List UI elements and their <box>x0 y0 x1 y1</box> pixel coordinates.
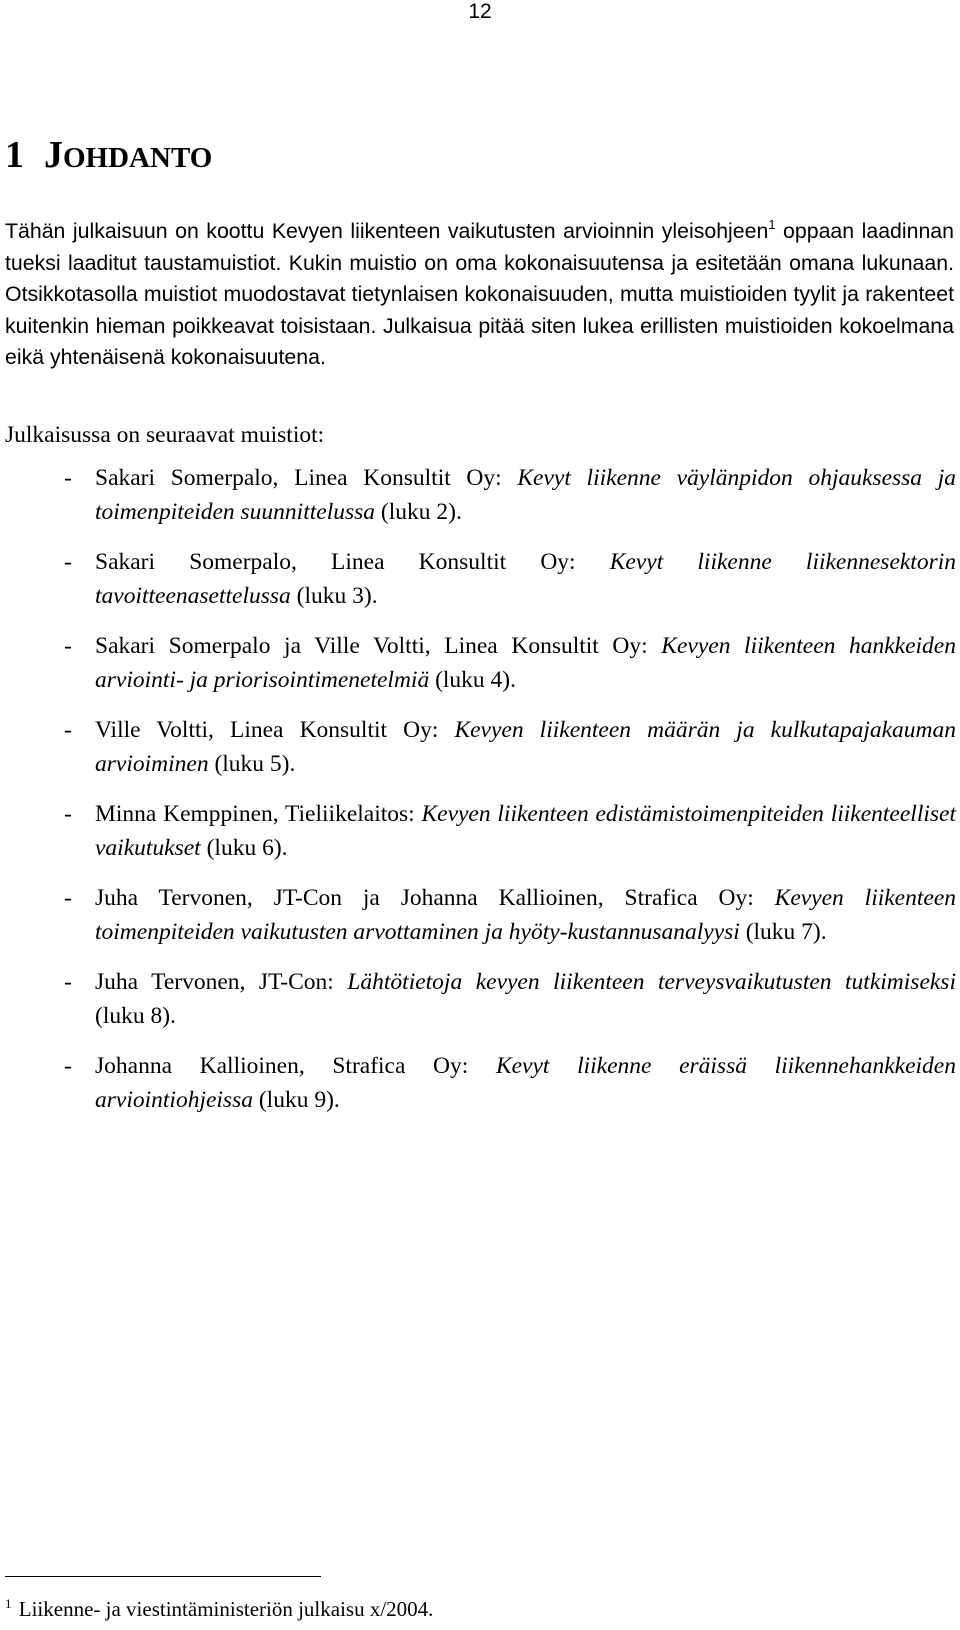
list-dash: - <box>64 549 72 575</box>
footnote <box>5 1595 433 1623</box>
list-dash: - <box>64 465 72 491</box>
list-item <box>0 714 960 781</box>
intro-text-start: Tähän julkaisuun on koottu Kevyen liikenteen vaikutusten arvioinnin yleisohjeen <box>5 219 769 243</box>
memo-list <box>0 462 960 1134</box>
memo-author: Johanna Kallioinen, Strafica Oy: <box>95 1053 496 1079</box>
list-dash: - <box>64 801 72 827</box>
chapter-title-rest: OHDANTO <box>63 142 213 174</box>
memo-author: Juha Tervonen, JT-Con ja Johanna Kallioinen, Strafica Oy: <box>95 885 775 911</box>
memo-author: Sakari Somerpalo ja Ville Voltti, Linea Konsultit Oy: <box>95 633 662 659</box>
chapter-heading <box>5 133 212 180</box>
memo-chapter: (luku 4). <box>429 666 517 693</box>
memo-chapter: (luku 5). <box>208 750 296 777</box>
intro-text-end: oppaan laadinnan tueksi laaditut taustamuistiot. Kukin muistio on oma kokonaisuutensa ja esitetään omana lukunaan. Otsikkotasolla muistiot muodostavat tietynlaisen kokonaisuuden, mutta muistioiden tyylit ja rakenteet kuitenkin hieman poikkeavat toisistaan. Julkaisua pitää siten lukea erillisten muistioiden kokoelmana eikä yhtenäisenä kokonaisuutena. <box>5 219 954 369</box>
page-number: 12 <box>468 0 492 23</box>
memo-chapter: (luku 9). <box>252 1086 340 1113</box>
list-dash: - <box>64 1053 72 1079</box>
memo-title: Kevyen liikenteen edistämistoimenpiteiden liikenteelliset vaikutukset <box>95 801 956 861</box>
memo-author: Sakari Somerpalo, Linea Konsultit Oy: <box>95 549 610 575</box>
memo-title: Kevyen liikenteen määrän ja kulkutapajakauman arvioiminen <box>95 717 956 777</box>
memo-chapter: (luku 7). <box>739 918 827 945</box>
memo-author: Minna Kemppinen, Tieliikelaitos: <box>95 801 422 827</box>
memo-chapter: (luku 8). <box>95 1002 176 1029</box>
memo-author: Sakari Somerpalo, Linea Konsultit Oy: <box>95 465 518 491</box>
memo-chapter: (luku 2). <box>375 498 462 525</box>
list-item <box>0 798 960 865</box>
memo-title: Kevyt liikenne väylänpidon ohjauksessa ja toimenpiteiden suunnittelussa <box>95 465 957 525</box>
list-item <box>0 630 960 697</box>
intro-paragraph <box>5 216 954 374</box>
memo-chapter: (luku 3). <box>290 582 378 609</box>
memo-title: Kevyen liikenteen toimenpiteiden vaikutusten arvottaminen ja hyöty-kustannusanalyysi <box>95 885 956 945</box>
footnote-reference[interactable]: 1 <box>768 217 776 232</box>
memo-chapter: (luku 6). <box>200 834 288 861</box>
memo-author: Ville Voltti, Linea Konsultit Oy: <box>95 717 455 743</box>
list-dash: - <box>64 885 72 911</box>
list-dash: - <box>64 969 72 995</box>
memo-title: Kevyt liikenne eräissä liikennehankkeiden arviointiohjeissa <box>95 1053 956 1113</box>
list-item <box>0 966 960 1033</box>
memo-author: Juha Tervonen, JT-Con: <box>95 969 348 995</box>
chapter-title-initial: J <box>44 134 63 176</box>
footnote-text: Liikenne- ja viestintäministeriön julkaisu x/2004. <box>13 1597 434 1621</box>
memo-list-intro: Julkaisussa on seuraavat muistiot: <box>5 422 325 448</box>
footnote-marker: 1 <box>5 1596 12 1611</box>
chapter-number: 1 <box>5 134 24 176</box>
list-dash: - <box>64 717 72 743</box>
memo-title: Lähtötietoja kevyen liikenteen terveysvaikutusten tutkimiseksi <box>347 969 956 995</box>
list-item <box>0 1050 960 1117</box>
list-item <box>0 462 960 529</box>
memo-title: Kevyen liikenteen hankkeiden arviointi- ja priorisointimenetelmiä <box>95 633 956 693</box>
list-item <box>0 882 960 949</box>
list-dash: - <box>64 633 72 659</box>
footnote-divider <box>5 1576 321 1577</box>
list-item <box>0 546 960 613</box>
memo-title: Kevyt liikenne liikennesektorin tavoitteenasettelussa <box>95 549 957 609</box>
